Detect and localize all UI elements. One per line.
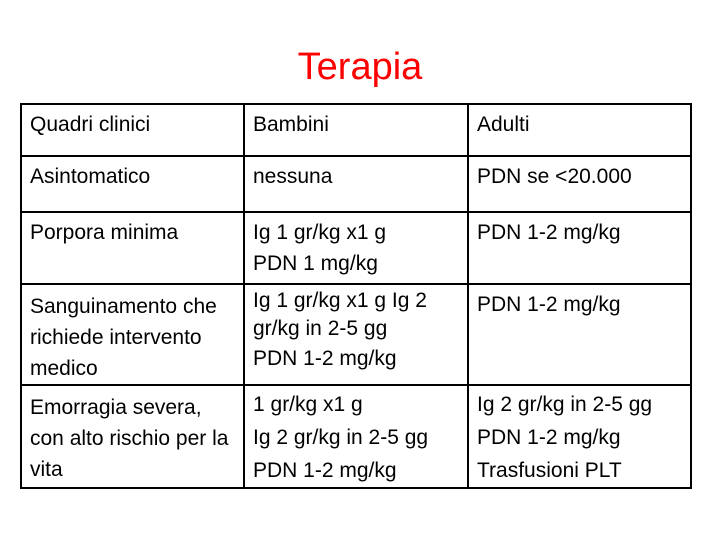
cell-text: Emorragia severa, con alto rischio per la vita [30,396,229,481]
cell-text: Sanguinamento che richiede intervento medico [30,295,217,380]
therapy-table [20,103,690,489]
page-title: Terapia [297,46,423,88]
cell-line: PDN 1-2 mg/kg [477,221,621,244]
cell-clinical: Asintomatico [21,156,244,212]
cell-line: Ig 2 gr/kg in 2-5 gg [477,393,653,416]
table-header-row [21,104,691,156]
cell-line: PDN se <20.000 [477,165,632,188]
cell-children [244,284,468,385]
cell-clinical [21,284,244,385]
table-row [21,284,691,385]
table-row [21,156,691,212]
header-adulti: Adulti [468,104,691,156]
cell-line: PDN 1-2 mg/kg [477,293,621,316]
table-row [21,212,691,284]
cell-line: PDN 1 mg/kg [253,252,378,275]
cell-children [244,385,468,488]
cell-clinical [21,385,244,488]
cell-children [244,156,468,212]
cell-line: Ig 1 gr/kg x1 g [253,221,387,244]
cell-adults [468,212,691,284]
cell-line: Ig 2 gr/kg in 2-5 gg [253,426,429,449]
cell-clinical: Porpora minima [21,212,244,284]
cell-line: PDN 1-2 mg/kg [253,347,397,370]
cell-line: Trasfusioni PLT [477,459,622,482]
cell-line: nessuna [253,165,333,188]
table-row [21,385,691,488]
header-bambini: Bambini [244,104,468,156]
cell-line: PDN 1-2 mg/kg [253,459,397,482]
cell-adults [468,284,691,385]
cell-adults [468,385,691,488]
cell-line: 1 gr/kg x1 g [253,393,363,416]
cell-line: Ig 1 gr/kg x1 g Ig 2 gr/kg in 2-5 gg [253,289,427,340]
cell-adults [468,156,691,212]
header-quadri-clinici: Quadri clinici [21,104,244,156]
cell-children [244,212,468,284]
cell-line: PDN 1-2 mg/kg [477,426,621,449]
